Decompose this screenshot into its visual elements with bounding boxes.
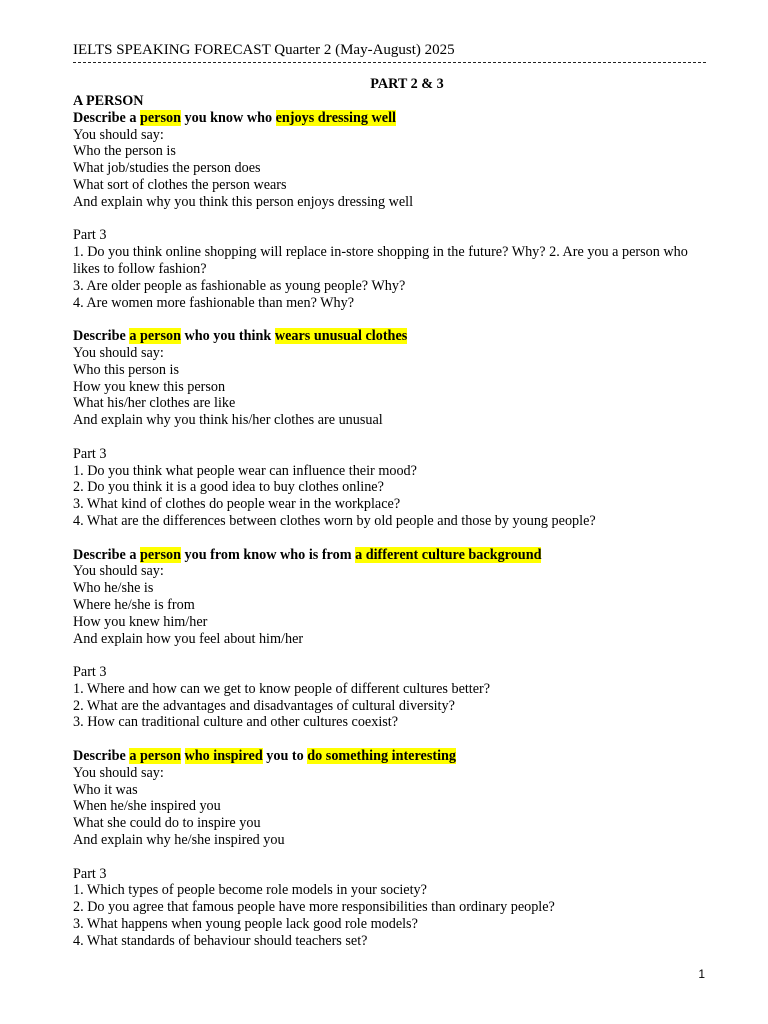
- part3-question: 2. Do you think it is a good idea to buy clothes online?: [73, 479, 384, 496]
- topic-block: [73, 530, 713, 732]
- topic-title-text: who you think: [180, 328, 275, 345]
- topic-title-text: Describe: [73, 328, 130, 345]
- part3-question: 3. Are older people as fashionable as young people? Why?: [73, 277, 406, 294]
- cue-item: And explain why you think this person enjoys dressing well: [73, 193, 414, 210]
- topic-title: [73, 328, 713, 345]
- part3-question: 4. Are women more fashionable than men? Why?: [73, 294, 355, 311]
- part3-question: 4. What standards of behaviour should teachers set?: [73, 932, 368, 949]
- part3-label: Part 3: [73, 227, 107, 244]
- part3-question: 1. Do you think what people wear can influence their mood?: [73, 462, 417, 479]
- topic-title-text: you to: [262, 748, 308, 765]
- topic-block: [73, 311, 713, 529]
- topic-title-text: Describe: [73, 748, 130, 765]
- cue-item: How you knew this person: [73, 378, 226, 395]
- part3-question: 1. Where and how can we get to know people of different cultures better?: [73, 680, 491, 697]
- cue-item: How you knew him/her: [73, 613, 208, 630]
- cue-item: Who the person is: [73, 143, 176, 160]
- cue-item: And explain how you feel about him/her: [73, 630, 304, 647]
- cue-item: Who he/she is: [73, 580, 154, 597]
- highlighted-text: do something interesting: [307, 748, 456, 765]
- highlighted-text: person: [139, 109, 181, 126]
- cue-item: Who it was: [73, 781, 138, 798]
- topic-block: [73, 731, 713, 949]
- topic-title-text: you from know who is from: [180, 546, 356, 563]
- should-say-label: You should say:: [73, 563, 164, 580]
- cue-item: What his/her clothes are like: [73, 395, 236, 412]
- part3-question: 3. What happens when young people lack good role models?: [73, 916, 418, 933]
- topic-title-text: Describe a: [73, 109, 140, 126]
- part3-label: Part 3: [73, 865, 107, 882]
- section-title: A PERSON: [73, 93, 144, 109]
- cue-item: What job/studies the person does: [73, 160, 261, 177]
- cue-item: What sort of clothes the person wears: [73, 176, 287, 193]
- part3-question: 2. What are the advantages and disadvantages of cultural diversity?: [73, 697, 455, 714]
- highlighted-text: person: [139, 546, 181, 563]
- topic-title-text: you know who: [180, 109, 276, 126]
- document-content: [73, 93, 713, 950]
- cue-item: When he/she inspired you: [73, 798, 221, 815]
- part3-question: 1. Do you think online shopping will replace in-store shopping in the future? Why? 2. Are you a person who likes to follow fashion?: [73, 244, 688, 277]
- topic-title: [73, 110, 713, 127]
- highlighted-text: a different culture background: [355, 546, 542, 563]
- cue-item: And explain why he/she inspired you: [73, 832, 285, 849]
- part3-question: 1. Which types of people become role models in your society?: [73, 882, 427, 899]
- highlighted-text: enjoys dressing well: [275, 109, 396, 126]
- part3-question: 3. What kind of clothes do people wear in the workplace?: [73, 496, 401, 513]
- header-divider: [73, 62, 706, 63]
- highlighted-text: who inspired: [184, 748, 263, 765]
- part3-question: 3. How can traditional culture and other cultures coexist?: [73, 714, 399, 731]
- part3-label: Part 3: [73, 445, 107, 462]
- should-say-label: You should say:: [73, 344, 164, 361]
- part3-question: 4. What are the differences between clothes worn by old people and those by young people?: [73, 512, 596, 529]
- part3-question: 2. Do you agree that famous people have more responsibilities than ordinary people?: [73, 899, 555, 916]
- document-header: IELTS SPEAKING FORECAST Quarter 2 (May-August) 2025: [73, 42, 455, 58]
- highlighted-text: wears unusual clothes: [274, 328, 408, 345]
- cue-item: Who this person is: [73, 361, 180, 378]
- cue-item: Where he/she is from: [73, 596, 195, 613]
- topic-block: [73, 110, 713, 312]
- topic-title: [73, 748, 713, 765]
- cue-item: What she could do to inspire you: [73, 815, 261, 832]
- topic-list: [73, 110, 713, 950]
- cue-item: And explain why you think his/her clothes are unusual: [73, 412, 383, 429]
- highlighted-text: a person: [129, 328, 181, 345]
- topic-title-text: [181, 748, 185, 764]
- should-say-label: You should say:: [73, 764, 164, 781]
- topic-title-text: Describe a: [73, 546, 140, 563]
- part-title: PART 2 & 3: [370, 76, 444, 92]
- highlighted-text: a person: [129, 748, 181, 765]
- should-say-label: You should say:: [73, 126, 164, 143]
- topic-title: [73, 547, 713, 564]
- page-number: 1: [698, 967, 705, 981]
- part3-label: Part 3: [73, 664, 107, 681]
